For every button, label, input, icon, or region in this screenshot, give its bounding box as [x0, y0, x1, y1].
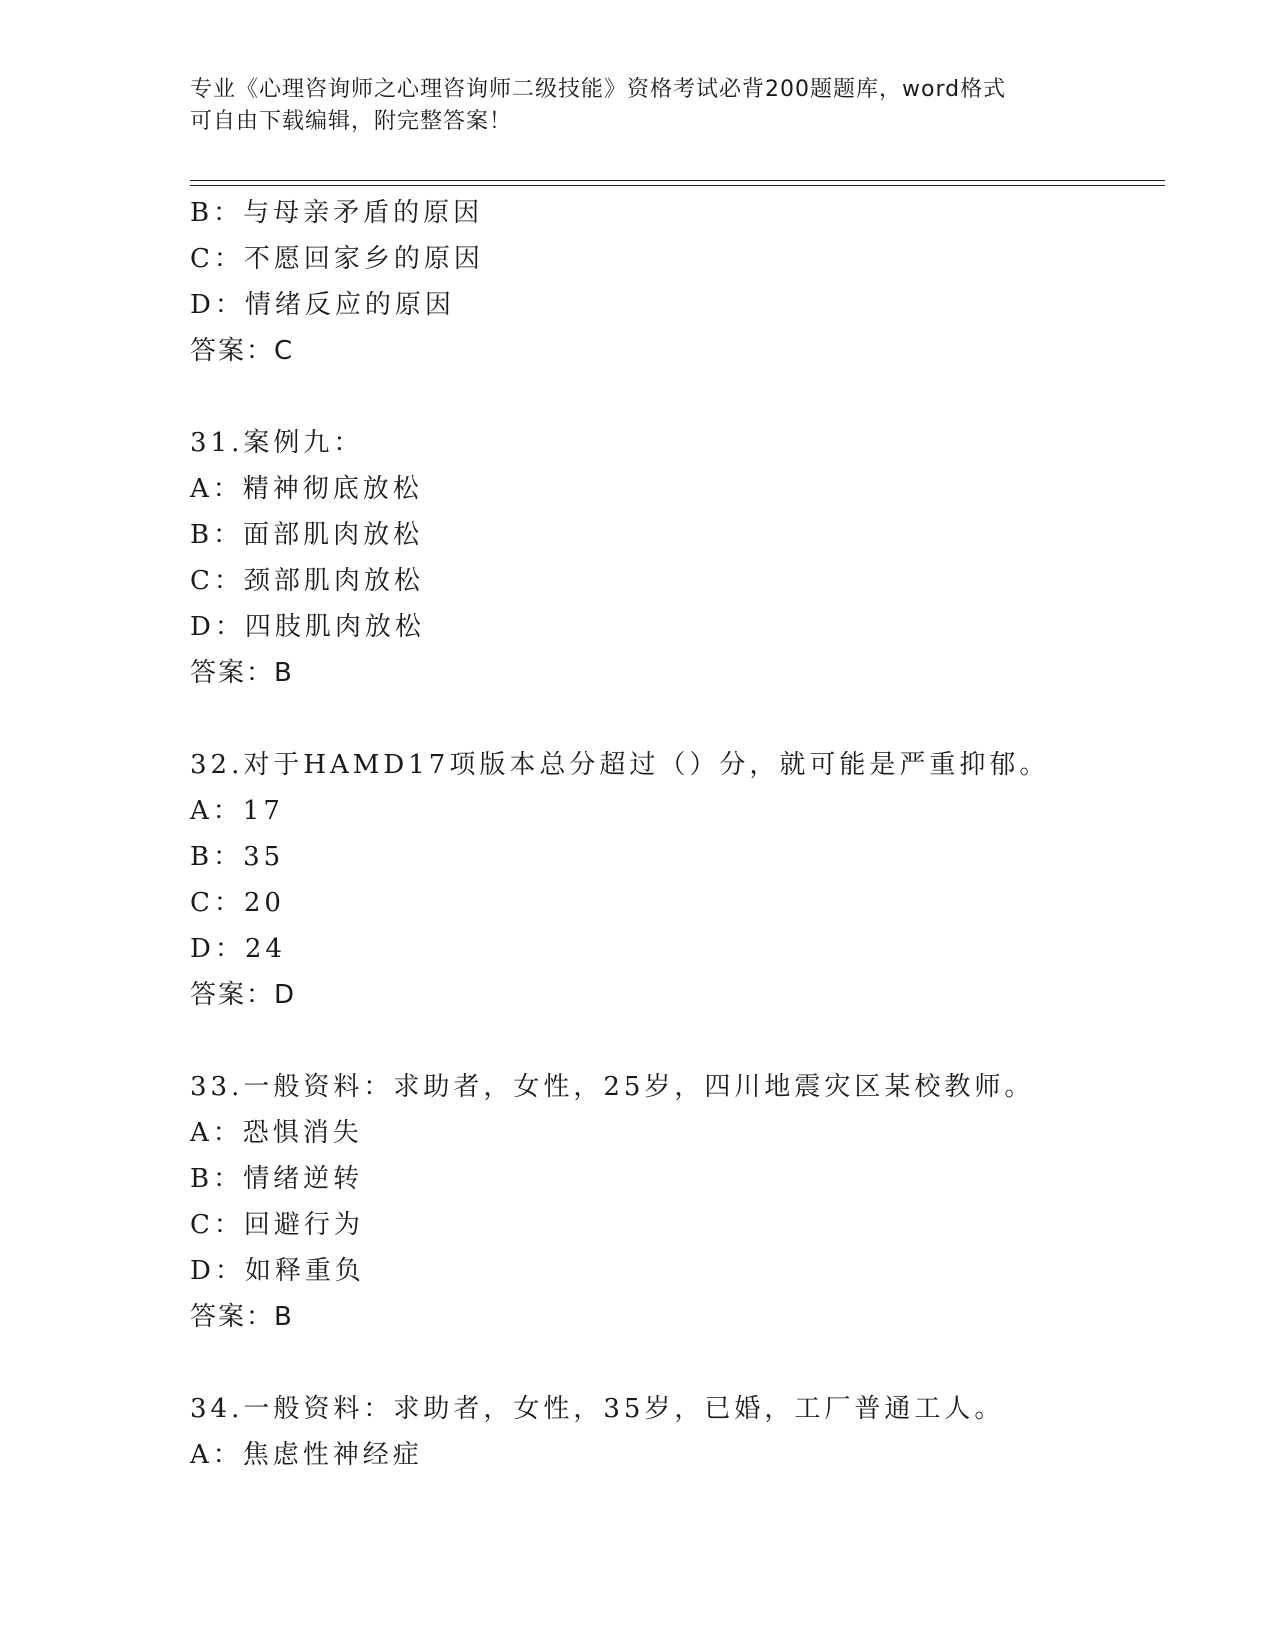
- option-c: C：20: [190, 888, 285, 918]
- spacer: [190, 1340, 1165, 1386]
- answer: 答案：B: [190, 1302, 294, 1332]
- answer: 答案：B: [190, 658, 294, 688]
- option-b: B：35: [190, 842, 285, 872]
- option-a: A：17: [190, 796, 284, 826]
- option-a: A：恐惧消失: [190, 1118, 363, 1148]
- question-text: 31.案例九：: [190, 428, 364, 458]
- question-text: 32.对于HAMD17项版本总分超过（）分，就可能是严重抑郁。: [190, 750, 1050, 780]
- document-header: [190, 74, 1090, 138]
- question-text: 33.一般资料：求助者，女性，25岁，四川地震灾区某校教师。: [190, 1072, 1035, 1102]
- question-list: [190, 190, 1165, 1478]
- question-block-31: [190, 420, 1165, 696]
- option-b: B：情绪逆转: [190, 1164, 364, 1194]
- question-block-continued: [190, 190, 1165, 374]
- header-divider-top: [190, 180, 1165, 181]
- question-block-32: [190, 742, 1165, 1018]
- question-text: 34.一般资料：求助者，女性，35岁，已婚，工厂普通工人。: [190, 1394, 1005, 1424]
- spacer: [190, 1018, 1165, 1064]
- question-block-33: [190, 1064, 1165, 1340]
- option-d: D：情绪反应的原因: [190, 290, 455, 320]
- option-c: C：回避行为: [190, 1210, 364, 1240]
- option-c: C：不愿回家乡的原因: [190, 244, 484, 274]
- answer: 答案：D: [190, 980, 297, 1010]
- option-d: D：24: [190, 934, 286, 964]
- option-a: A：精神彻底放松: [190, 474, 423, 504]
- header-title-line-2: 可自由下载编辑，附完整答案！: [190, 109, 513, 134]
- spacer: [190, 374, 1165, 420]
- option-d: D：如释重负: [190, 1256, 365, 1286]
- option-a: A：焦虑性神经症: [190, 1440, 423, 1470]
- header-title-line-1: 专业《心理咨询师之心理咨询师二级技能》资格考试必背200题题库，word格式: [190, 77, 1007, 102]
- header-divider-bottom: [190, 185, 1165, 186]
- question-block-34: [190, 1386, 1165, 1478]
- option-b: B：与母亲矛盾的原因: [190, 198, 484, 228]
- option-d: D：四肢肌肉放松: [190, 612, 425, 642]
- spacer: [190, 696, 1165, 742]
- option-b: B：面部肌肉放松: [190, 520, 424, 550]
- option-c: C：颈部肌肉放松: [190, 566, 424, 596]
- answer: 答案：C: [190, 336, 295, 366]
